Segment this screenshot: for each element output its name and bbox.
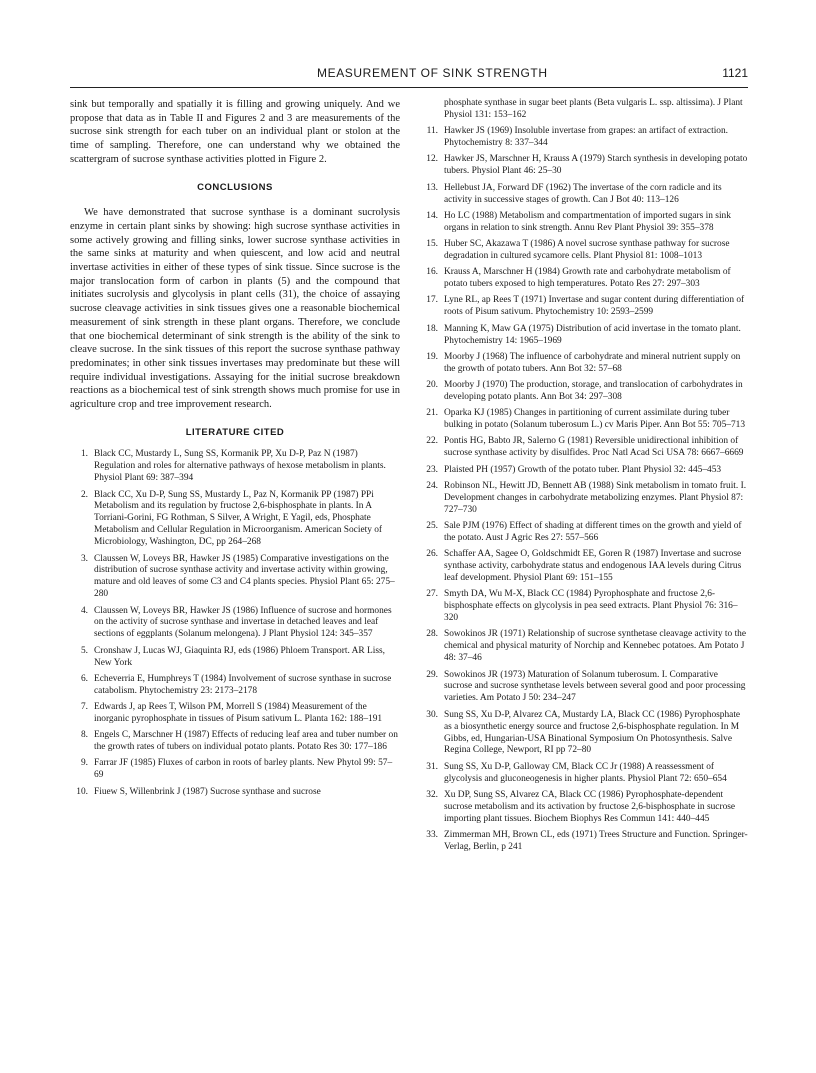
- reference-number: 29.: [426, 669, 438, 680]
- reference-number: 27.: [426, 589, 438, 600]
- reference-item: [420, 295, 748, 319]
- reference-text: Hawker JS (1969) Insoluble invertase from grapes: an artifact of extraction. Phytochemistry 8: 337–344: [444, 126, 729, 149]
- reference-text: Pontis HG, Babto JR, Salerno G (1981) Reversible unidirectional inhibition of sucrose synthase activity by disulfides. Proc Natl Acad Sci USA 78: 6667–6669: [444, 436, 744, 459]
- reference-item: [420, 380, 748, 404]
- reference-item: [420, 154, 748, 178]
- reference-item: [420, 408, 748, 432]
- reference-item: [420, 710, 748, 758]
- reference-text: Engels C, Marschner H (1987) Effects of reducing leaf area and tuber number on the growth rates of tubers on individual potato plants. Potato Res 30: 177–186: [94, 730, 398, 753]
- page-number: 1121: [722, 66, 748, 80]
- reference-item: [70, 787, 400, 799]
- reference-number: 33.: [426, 830, 438, 841]
- reference-item: [420, 211, 748, 235]
- reference-text: Krauss A, Marschner H (1984) Growth rate and carbohydrate metabolism of potato tubers exposed to high temperatures. Potato Res 27: 297–303: [444, 267, 731, 290]
- reference-text: Schaffer AA, Sagee O, Goldschmidt EE, Goren R (1987) Invertase and sucrose synthase activity, carbohydrate status and endogenous IAA levels during Citrus leaf development. Physiol Plant 69: 151–155: [444, 549, 742, 584]
- reference-text: Cronshaw J, Lucas WJ, Giaquinta RJ, eds (1986) Phloem Transport. AR Liss, New York: [94, 645, 385, 668]
- reference-number: 7.: [80, 702, 88, 713]
- reference-number: 11.: [426, 126, 438, 137]
- reference-number: 31.: [426, 761, 438, 772]
- reference-item: [70, 758, 400, 782]
- reference-text: Black CC, Xu D-P, Sung SS, Mustardy L, Paz N, Kormanik PP (1987) PPi Metabolism and its regulation by fructose 2,6-bisphosphate in plants. In A Torriani-Gorini, FG Rothman, S Silver, A Wright, E Yagil, eds, Phosphate Metabolism and Cellular Regulation in Microorganism. American Society of Microbiology, Washington, DC, pp 264–268: [94, 489, 383, 548]
- header-rule: [70, 87, 748, 88]
- reference-number: 30.: [426, 709, 438, 720]
- reference-item: [420, 324, 748, 348]
- reference-text: Sale PJM (1976) Effect of shading at different times on the growth and yield of the potato. Aust J Agric Res 27: 557–566: [444, 521, 742, 543]
- reference-item: [420, 549, 748, 585]
- reference-number: 17.: [426, 295, 438, 306]
- reference-item: [420, 670, 748, 706]
- left-column: [70, 98, 400, 803]
- reference-item: [420, 126, 748, 150]
- reference-list-left: [70, 449, 400, 798]
- reference-item: [420, 830, 748, 854]
- reference-text: Robinson NL, Hewitt JD, Bennett AB (1988) Sink metabolism in tomato fruit. I. Development changes in carbohydrate metabolizing enzymes. Plant Physiol 87: 727–730: [444, 480, 747, 515]
- reference-text: Oparka KJ (1985) Changes in partitioning of current assimilate during tuber bulking in potato (Solanum tuberosum L.) cv Maris Piper. Ann Bot 55: 705–713: [444, 408, 746, 431]
- reference-text: Farrar JF (1985) Fluxes of carbon in roots of barley plants. New Phytol 99: 57–69: [94, 758, 393, 781]
- reference-number: 16.: [426, 267, 438, 278]
- reference-item: [70, 730, 400, 754]
- reference-text: Manning K, Maw GA (1975) Distribution of acid invertase in the tomato plant. Phytochemistry 14: 1965–1969: [444, 323, 741, 346]
- reference-text: Sung SS, Xu D-P, Alvarez CA, Mustardy LA, Black CC (1986) Pyrophosphate as a biosynthetic energy source and fructose 2,6-bisphosphate regulation. In M Gibbs, ed, Hungarian-USA Binational Symposium On Photosynthesis. Salve Regina College, Newport, RI pp 72–80: [444, 709, 741, 756]
- reference-text: Echeverria E, Humphreys T (1984) Involvement of sucrose synthase in sucrose catabolism. Phytochemistry 23: 2173–2178: [94, 673, 392, 696]
- reference-number: 4.: [80, 605, 88, 616]
- reference-text: Moorby J (1970) The production, storage, and translocation of carbohydrates in developing potato plants. Ann Bot 34: 297–308: [444, 380, 743, 402]
- reference-number: 14.: [426, 210, 438, 221]
- reference-text: Huber SC, Akazawa T (1986) A novel sucrose synthase pathway for sucrose degradation in cultured sycamore cells. Plant Physiol 81: 1008–1013: [444, 239, 730, 261]
- reference-number: 18.: [426, 323, 438, 334]
- reference-text: Fiuew S, Willenbrink J (1987) Sucrose synthase and sucrose: [94, 786, 321, 797]
- continuation-paragraph: sink but temporally and spatially it is filling and growing uniquely. And we propose that data as in Table II and Figures 2 and 3 are measurements of the sucrose sink strength for each tuber on an individual plant or stolon at the time of sampling. Therefore, one can understand why we obtained the scattergram of sucrose synthase activities plotted in Figure 2.: [70, 99, 400, 165]
- conclusions-paragraph: We have demonstrated that sucrose synthase is a dominant sucrolysis enzyme in certain plant sinks by showing: high sucrose synthase activities in some actively growing and filling sinks, lower sucrose synthase activities in the same sinks at maturity and when quiescent, and low acid and neutral invertase activities in either of these types of sink tissue. Since sucrose is the major translocation form of carbon in plants (5) and the compound that initiates sucrolysis and glycolysis in plant cells (31), the choice of assaying sucrose cleavage activities in sink tissues gives one a reasonable biochemical measurement of sink strength in these plant organs. Therefore, we conclude that one biochemical determinant of sink strength is the ability of the sink to cleave sucrose. In the sink tissues of this report the sucrose synthase pathway predominates; in other sink tissues invertases may predominate but these will require individual investigations. Assaying for the initial sucrose breakdown reactions as a biochemical test of sink strength shows much promise for use in agriculture crop and tree improvement research.: [70, 207, 400, 411]
- reference-text: Sung SS, Xu D-P, Galloway CM, Black CC Jr (1988) A reassessment of glycolysis and gluconeogenesis in higher plants. Physiol Plant 72: 650–654: [444, 761, 727, 784]
- literature-heading: LITERATURE CITED: [185, 426, 285, 438]
- running-title: MEASUREMENT OF SINK STRENGTH: [317, 66, 548, 80]
- reference-text: Lyne RL, ap Rees T (1971) Invertase and sugar content during differentiation of roots of Pisum sativum. Phytochemistry 10: 2593–2599: [444, 295, 745, 318]
- reference-item: [70, 646, 400, 670]
- reference-number: 24.: [426, 480, 438, 491]
- reference-text: Smyth DA, Wu M-X, Black CC (1984) Pyrophosphate and fructose 2,6-bisphosphate effects on glycolysis in pea seed extracts. Plant Physiol 76: 316–320: [444, 589, 738, 624]
- reference-number: 12.: [426, 154, 438, 165]
- reference-text: Ho LC (1988) Metabolism and compartmentation of imported sugars in sink organs in relation to sink strength. Annu Rev Plant Physiol 39: 355–378: [444, 210, 731, 233]
- reference-number: 2.: [80, 489, 88, 500]
- reference-number: 19.: [426, 351, 438, 362]
- reference-text: Claussen W, Loveys BR, Hawker JS (1985) Comparative investigations on the distribution of sucrose synthase activity and invertase activity within growing, mature and old leaves of some C3 and C4 plants species. Physiol Plant 65: 275–280: [94, 553, 395, 600]
- running-header: [70, 66, 748, 88]
- reference-number: 6.: [80, 673, 88, 684]
- reference-text: Zimmerman MH, Brown CL, eds (1971) Trees Structure and Function. Springer-Verlag, Berlin, p 241: [444, 830, 748, 852]
- reference-number: 21.: [426, 408, 438, 419]
- reference-number: 9.: [80, 758, 88, 769]
- reference-text: Xu DP, Sung SS, Alvarez CA, Black CC (1986) Pyrophosphate-dependent sucrose metabolism and its activation by fructose 2,6-bisphosphate in sucrose importing plant tissues. Biochem Biophys Res Commun 141: 440–445: [444, 789, 736, 824]
- reference-item: [420, 183, 748, 207]
- reference-item: [420, 521, 748, 545]
- conclusions-heading: CONCLUSIONS: [197, 181, 273, 193]
- reference-number: 20.: [426, 380, 438, 391]
- reference-text: Edwards J, ap Rees T, Wilson PM, Morrell S (1984) Measurement of the inorganic pyrophosphate in tissues of Pisum sativum L. Planta 162: 188–191: [94, 702, 383, 724]
- reference-item: [420, 436, 748, 460]
- right-column: [420, 98, 748, 858]
- reference-item: [420, 481, 748, 517]
- reference-item: [70, 554, 400, 602]
- reference-number: 15.: [426, 239, 438, 250]
- reference-number: 26.: [426, 549, 438, 560]
- reference-text: Sowokinos JR (1973) Maturation of Solanum tuberosum. I. Comparative sucrose and sucrose synthetase levels between several good and poor processing varieties. Am Potato J 50: 234–247: [444, 669, 746, 704]
- reference-text: Moorby J (1968) The influence of carbohydrate and mineral nutrient supply on the growth of potato tubers. Ann Bot 32: 57–68: [444, 351, 741, 374]
- reference-item: [70, 674, 400, 698]
- reference-number: 13.: [426, 182, 438, 193]
- reference-item: [420, 762, 748, 786]
- reference-number: 28.: [426, 629, 438, 640]
- reference-text: Black CC, Mustardy L, Sung SS, Kormanik PP, Xu D-P, Paz N (1987) Regulation and roles for alternative pathways of hexose metabolism in plants. Physiol Plant 69: 387–394: [94, 449, 386, 484]
- reference-continuation: phosphate synthase in sugar beet plants (Beta vulgaris L. ssp. altissima). J Plant Physiol 131: 153–162: [444, 98, 743, 120]
- reference-list-right: [420, 126, 748, 854]
- reference-item: [420, 352, 748, 376]
- reference-item: [420, 465, 748, 477]
- reference-item: [70, 702, 400, 726]
- reference-item: [70, 449, 400, 485]
- reference-item: [70, 606, 400, 642]
- reference-number: 8.: [80, 730, 88, 741]
- reference-item: [420, 239, 748, 263]
- reference-number: 25.: [426, 521, 438, 532]
- reference-item: [420, 790, 748, 826]
- reference-text: Sowokinos JR (1971) Relationship of sucrose synthetase cleavage activity to the chemical and physical maturity of Norchip and Kennebec potatoes. Am Potato J 48: 37–46: [444, 629, 747, 664]
- reference-number: 10.: [76, 786, 88, 797]
- reference-number: 5.: [80, 645, 88, 656]
- reference-number: 3.: [80, 553, 88, 564]
- reference-number: 22.: [426, 436, 438, 447]
- reference-number: 1.: [80, 449, 88, 460]
- reference-text: Claussen W, Loveys BR, Hawker JS (1986) Influence of sucrose and hormones on the activity of sucrose synthase and invertase in detached leaves and leaf sections of eggplants (Solanum melongena). J Plant Physiol 124: 345–357: [94, 605, 392, 640]
- reference-item: [420, 267, 748, 291]
- reference-item: [70, 490, 400, 550]
- reference-number: 32.: [426, 789, 438, 800]
- reference-text: Hawker JS, Marschner H, Krauss A (1979) Starch synthesis in developing potato tubers. Physiol Plant 46: 25–30: [444, 154, 748, 177]
- reference-item: [420, 629, 748, 665]
- reference-item: [420, 589, 748, 625]
- reference-text: Hellebust JA, Forward DF (1962) The invertase of the corn radicle and its activity in successive stages of growth. Can J Bot 40: 113–126: [444, 182, 722, 205]
- reference-number: 23.: [426, 464, 438, 475]
- reference-text: Plaisted PH (1957) Growth of the potato tuber. Plant Physiol 32: 445–453: [444, 464, 722, 475]
